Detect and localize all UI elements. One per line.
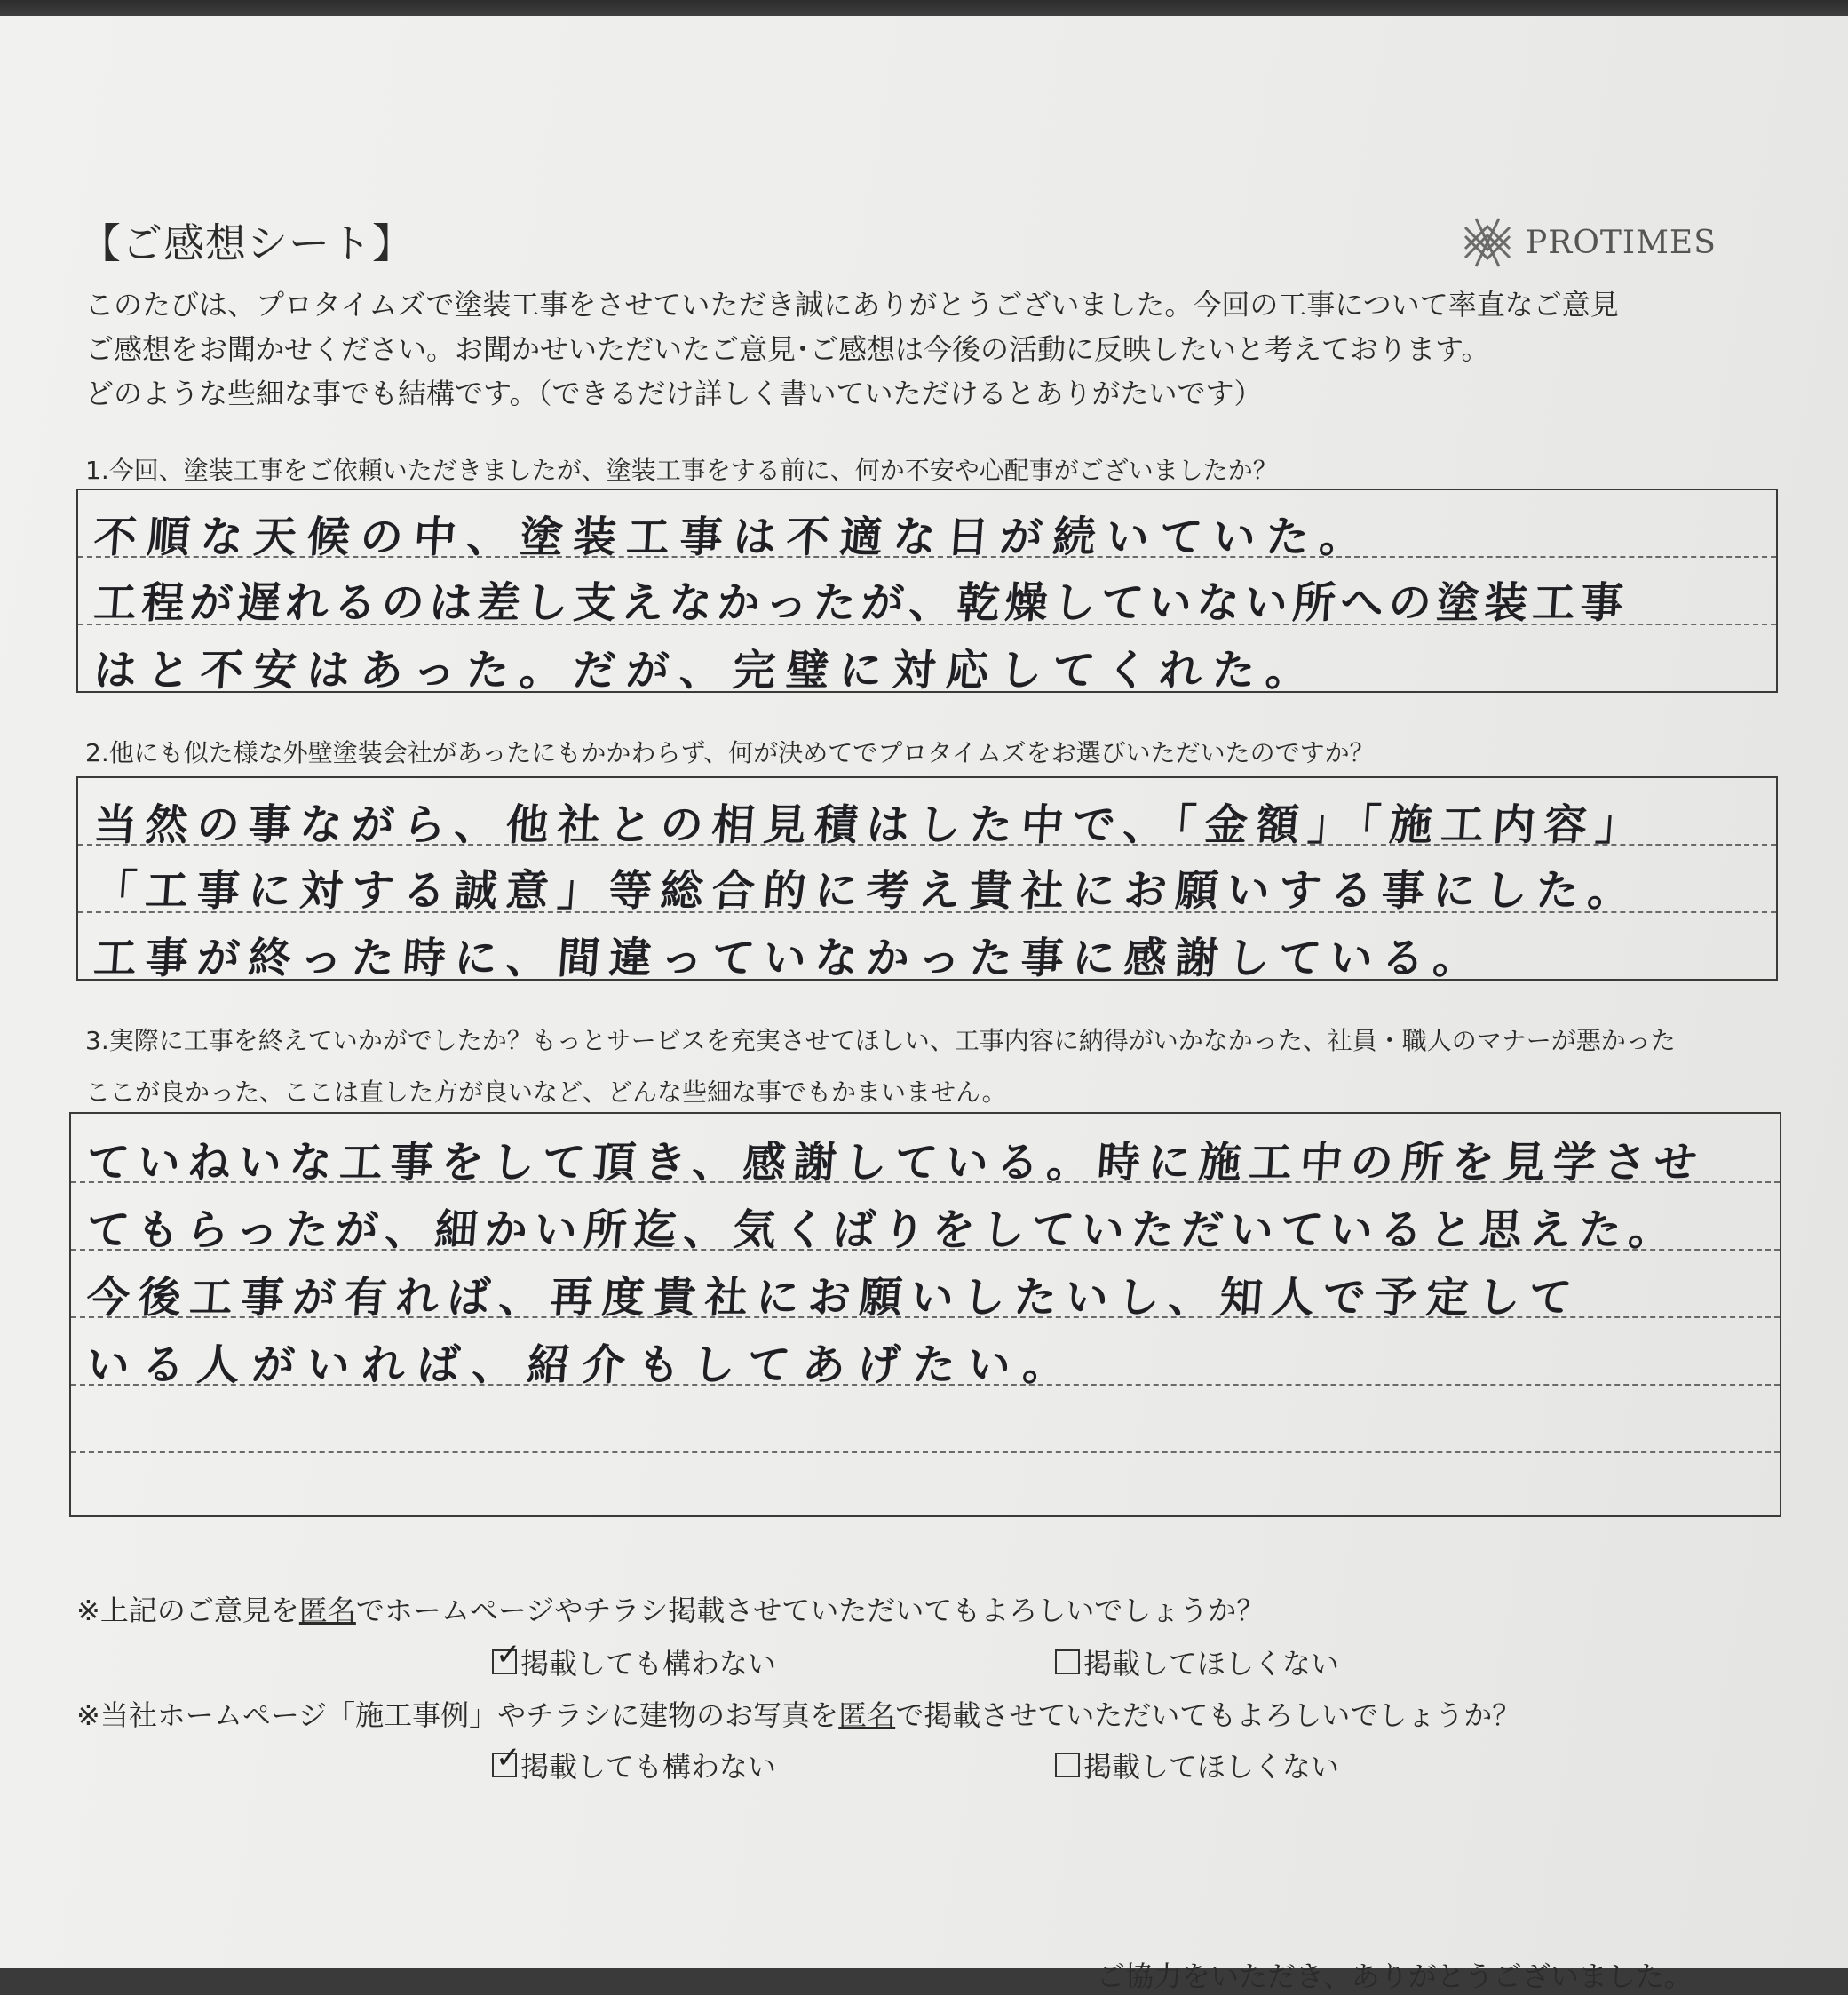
consent-question-2: ※当社ホームページ「施工事例」やチラシに建物のお写真を匿名で掲載させていただいてもよろしいでしょうか？	[76, 1698, 1521, 1732]
protimes-logo-icon	[1456, 211, 1519, 274]
answer-3-line-1: ていねいな工事をして頂き、感謝している。時に施工中の所を見学させ	[84, 1138, 1707, 1188]
question-3-line-2: ここが良かった、ここは直した方が良いなど、どんな些細な事でもかまいません。	[85, 1077, 1007, 1107]
check-mark-icon: ✓	[496, 1637, 521, 1673]
question-1: 1.今回、塗装工事をご依頼いただきましたが、塗装工事をする前に、何か不安や心配事がございましたか？	[85, 456, 1278, 485]
answer-2-line-3: 工事が終った時に、間違っていなかった事に感謝している。	[91, 934, 1487, 983]
answer-2-line-1: 当然の事ながら、他社との相見積はした中で、「金額」「施工内容」	[91, 800, 1649, 850]
sheet-title: 【ご感想シート】	[80, 219, 414, 267]
consent-1-no-checkbox[interactable]	[1055, 1649, 1080, 1674]
answer-3-line-3: 今後工事が有れば、再度貴社にお願いしたいし、知人で予定して	[84, 1273, 1582, 1323]
consent-2-no-checkbox[interactable]	[1055, 1753, 1080, 1777]
question-3-line-1: 3.実際に工事を終えていかがでしたか？もっとサービスを充実させてほしい、工事内容に納得がいかなかった、社員・職人のマナーが悪かった	[85, 1026, 1676, 1055]
answer-box-3	[69, 1112, 1781, 1517]
question-2: 2.他にも似た様な外壁塗装会社があったにもかかわらず、何が決めてでプロタイムズをお選びいただいたのですか？	[85, 738, 1375, 767]
consent-2-yes-option[interactable]: ✓ 掲載しても構わない	[492, 1745, 776, 1785]
intro-line-1: このたびは、プロタイムズで塗装工事をさせていただき誠にありがとうございました。今回の工事について率直なご意見	[85, 288, 1619, 322]
answer-1-line-1: 不順な天候の中、塗装工事は不適な日が続いていた。	[91, 513, 1375, 562]
answer-1-line-3: はと不安はあった。だが、完璧に対応してくれた。	[91, 646, 1321, 695]
answer-2-line-2: 「工事に対する誠意」等総合的に考え貴社にお願いする事にした。	[91, 866, 1641, 916]
consent-question-1: ※上記のご意見を匿名でホームページやチラシ掲載させていただいてもよろしいでしょうか？	[76, 1594, 1265, 1627]
consent-1-yes-option[interactable]: ✓ 掲載しても構わない	[492, 1641, 776, 1682]
check-mark-icon: ✓	[496, 1740, 521, 1776]
protimes-logo	[1456, 211, 1717, 274]
answer-box-2	[76, 776, 1778, 981]
logo-text: PROTIMES	[1526, 224, 1717, 261]
consent-2-no-option[interactable]: 掲載してほしくない	[1055, 1745, 1339, 1785]
answer-3-line-4: いる人がいれば、紹介もしてあげたい。	[84, 1340, 1080, 1390]
answer-1-line-2: 工程が遅れるのは差し支えなかったが、乾燥していない所への塗装工事	[91, 578, 1630, 628]
consent-2-yes-checkbox[interactable]	[492, 1740, 521, 1777]
intro-line-2: ご感想をお聞かせください。お聞かせいただいたご意見･ご感想は今後の活動に反映したいと考えております。	[85, 332, 1490, 366]
feedback-sheet	[0, 16, 1848, 1993]
answer-3-line-2: てもらったが、細かい所迄、気くばりをしていただいていると思えた。	[84, 1205, 1680, 1255]
consent-1-no-option[interactable]: 掲載してほしくない	[1055, 1641, 1339, 1682]
anonymous-underlined: 匿名	[298, 1594, 356, 1627]
thank-you-footer: ご協力をいただき、ありがとうございました。	[1097, 1959, 1693, 1993]
intro-line-3: どのような些細な事でも結構です。（できるだけ詳しく書いていただけるとありがたいです）	[85, 377, 1263, 410]
answer-box-1	[76, 489, 1778, 693]
anonymous-underlined: 匿名	[838, 1698, 896, 1732]
consent-1-yes-checkbox[interactable]	[492, 1637, 521, 1674]
